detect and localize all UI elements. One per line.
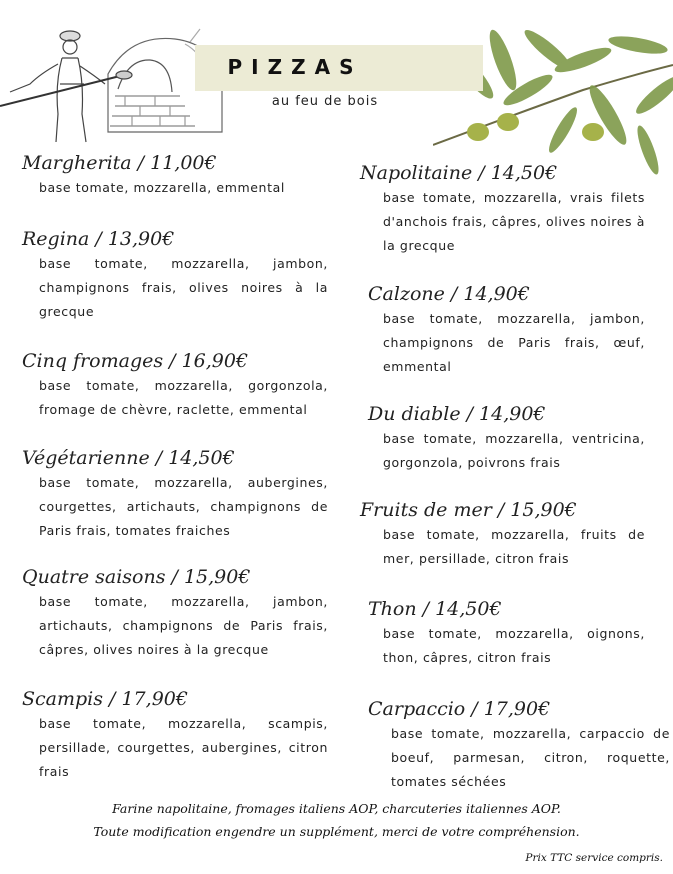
pizza-description: base tomate, mozzarella, jambon, champignons de Paris frais, œuf, emmental bbox=[383, 311, 645, 374]
pizza-name: Fruits de mer / 15,90€ bbox=[360, 499, 577, 521]
pizza-description: base tomate, mozzarella, emmental bbox=[39, 180, 285, 195]
pizza-description: base tomate, mozzarella, scampis, persillade, courgettes, aubergines, citron frais bbox=[39, 716, 328, 779]
pizza-item bbox=[368, 283, 645, 379]
pizza-name: Du diable / 14,90€ bbox=[368, 403, 546, 425]
pizza-item bbox=[22, 447, 328, 543]
pizza-item bbox=[22, 688, 328, 784]
pizza-description: base tomate, mozzarella, fruits de mer, persillade, citron frais bbox=[383, 527, 645, 566]
pizza-name: Scampis / 17,90€ bbox=[22, 688, 188, 710]
pizza-item bbox=[368, 598, 645, 670]
pizza-name: Calzone / 14,90€ bbox=[368, 283, 530, 305]
pizza-name: Végétarienne / 14,50€ bbox=[22, 447, 235, 469]
pizza-name: Cinq fromages / 16,90€ bbox=[22, 350, 249, 372]
footer-note-modifications: Toute modification engendre un supplément, merci de votre compréhension. bbox=[93, 824, 580, 839]
pizza-name: Carpaccio / 17,90€ bbox=[368, 698, 551, 720]
pizza-name: Quatre saisons / 15,90€ bbox=[22, 566, 251, 588]
pizza-description: base tomate, mozzarella, ventricina, gorgonzola, poivrons frais bbox=[383, 431, 645, 470]
pizza-description: base tomate, mozzarella, jambon, champignons frais, olives noires à la grecque bbox=[39, 256, 328, 319]
pizza-item bbox=[368, 698, 670, 794]
pizza-name: Thon / 14,50€ bbox=[368, 598, 502, 620]
pizza-description: base tomate, mozzarella, vrais filets d'anchois frais, câpres, olives noires à la grecque bbox=[383, 190, 645, 253]
pizza-name: Napolitaine / 14,50€ bbox=[360, 162, 558, 184]
pizza-item bbox=[360, 499, 645, 571]
pizza-name: Margherita / 11,00€ bbox=[22, 152, 217, 174]
menu-subtitle: au feu de bois bbox=[271, 94, 379, 109]
pizza-description: base tomate, mozzarella, carpaccio de boeuf, parmesan, citron, roquette, tomates séchées bbox=[391, 726, 670, 789]
price-note: Prix TTC service compris. bbox=[525, 852, 663, 864]
pizza-description: base tomate, mozzarella, gorgonzola, fromage de chèvre, raclette, emmental bbox=[39, 378, 328, 417]
menu-title: PIZZAS bbox=[227, 55, 363, 79]
pizza-description: base tomate, mozzarella, aubergines, courgettes, artichauts, champignons de Paris frais, tomates fraiches bbox=[39, 475, 328, 538]
pizza-item bbox=[360, 162, 645, 258]
pizza-item bbox=[22, 228, 328, 324]
pizza-item bbox=[22, 152, 328, 200]
pizza-name: Regina / 13,90€ bbox=[22, 228, 175, 250]
pizza-item bbox=[368, 403, 645, 475]
footer-note-ingredients: Farine napolitaine, fromages italiens AOP, charcuteries italiennes AOP. bbox=[112, 801, 561, 816]
pizza-item bbox=[22, 350, 328, 422]
pizza-description: base tomate, mozzarella, oignons, thon, câpres, citron frais bbox=[383, 626, 645, 665]
pizza-description: base tomate, mozzarella, jambon, artichauts, champignons de Paris frais, câpres, olives noires à la grecque bbox=[39, 594, 328, 657]
pizza-item bbox=[22, 566, 328, 662]
